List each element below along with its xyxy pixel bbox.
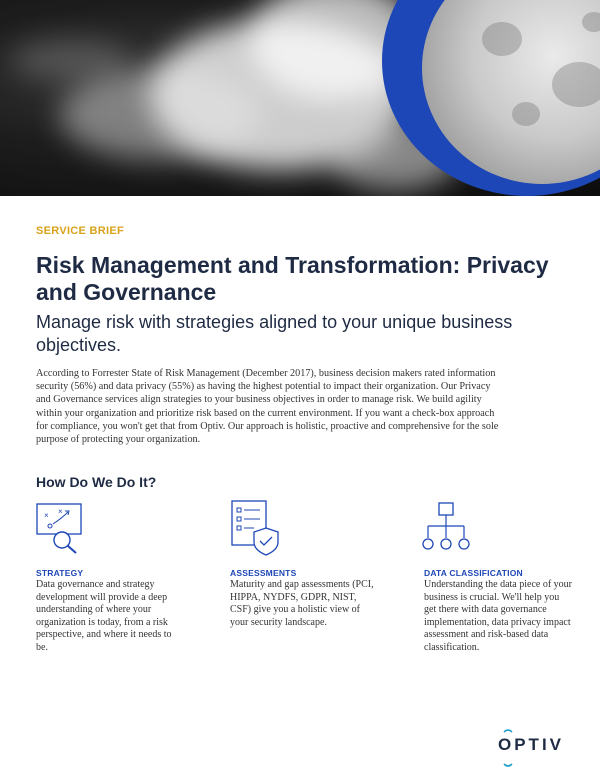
- page-subtitle: Manage risk with strategies aligned to your unique business objectives.: [36, 312, 513, 355]
- assessments-label: ASSESSMENTS: [230, 568, 297, 578]
- data-classification-label: DATA CLASSIFICATION: [424, 568, 523, 578]
- service-brief-label: SERVICE BRIEF: [36, 225, 125, 237]
- svg-text:×: ×: [58, 507, 63, 516]
- hero-image: [0, 0, 600, 196]
- strategy-label: STRATEGY: [36, 568, 84, 578]
- checklist-shield-icon: [230, 500, 282, 556]
- data-classification-description: Understanding the data piece of your business is crucial. We'll help you get there with data governance implementation, data privacy impact assessment and risk-based data classification.: [424, 579, 573, 653]
- assessments-description: Maturity and gap assessments (PCI, HIPPA, NYDFS, GDPR, NIST, CSF) give you a holistic view of your security landscape.: [230, 579, 374, 628]
- strategy-description: Data governance and strategy development will provide a deep understanding of where your organization is today, from a risk perspective, and where it needs to be.: [36, 579, 172, 653]
- intro-paragraph: According to Forrester State of Risk Management (December 2017), business decision makers rated information security (56%) and data privacy (55%) as having the highest potential to impact their organization. Our Privacy and Governance services align strategies to your business objectives in order to manage risk. We build agility within your organization and prioritize risk based on the current environment. If you want a check-box approach for compliance, you won't get that from Optiv. Our approach is holistic, proactive and comprehensive for the sole purpose of protecting your organization.: [36, 368, 499, 446]
- section-heading: How Do We Do It?: [36, 474, 157, 490]
- svg-text:×: ×: [44, 511, 49, 520]
- page-title: Risk Management and Transformation: Privacy and Governance: [36, 252, 549, 305]
- strategy-board-magnifier-icon: [36, 502, 86, 554]
- optiv-logo-text: OPTIV: [498, 735, 565, 754]
- hierarchy-tree-icon: [420, 502, 474, 554]
